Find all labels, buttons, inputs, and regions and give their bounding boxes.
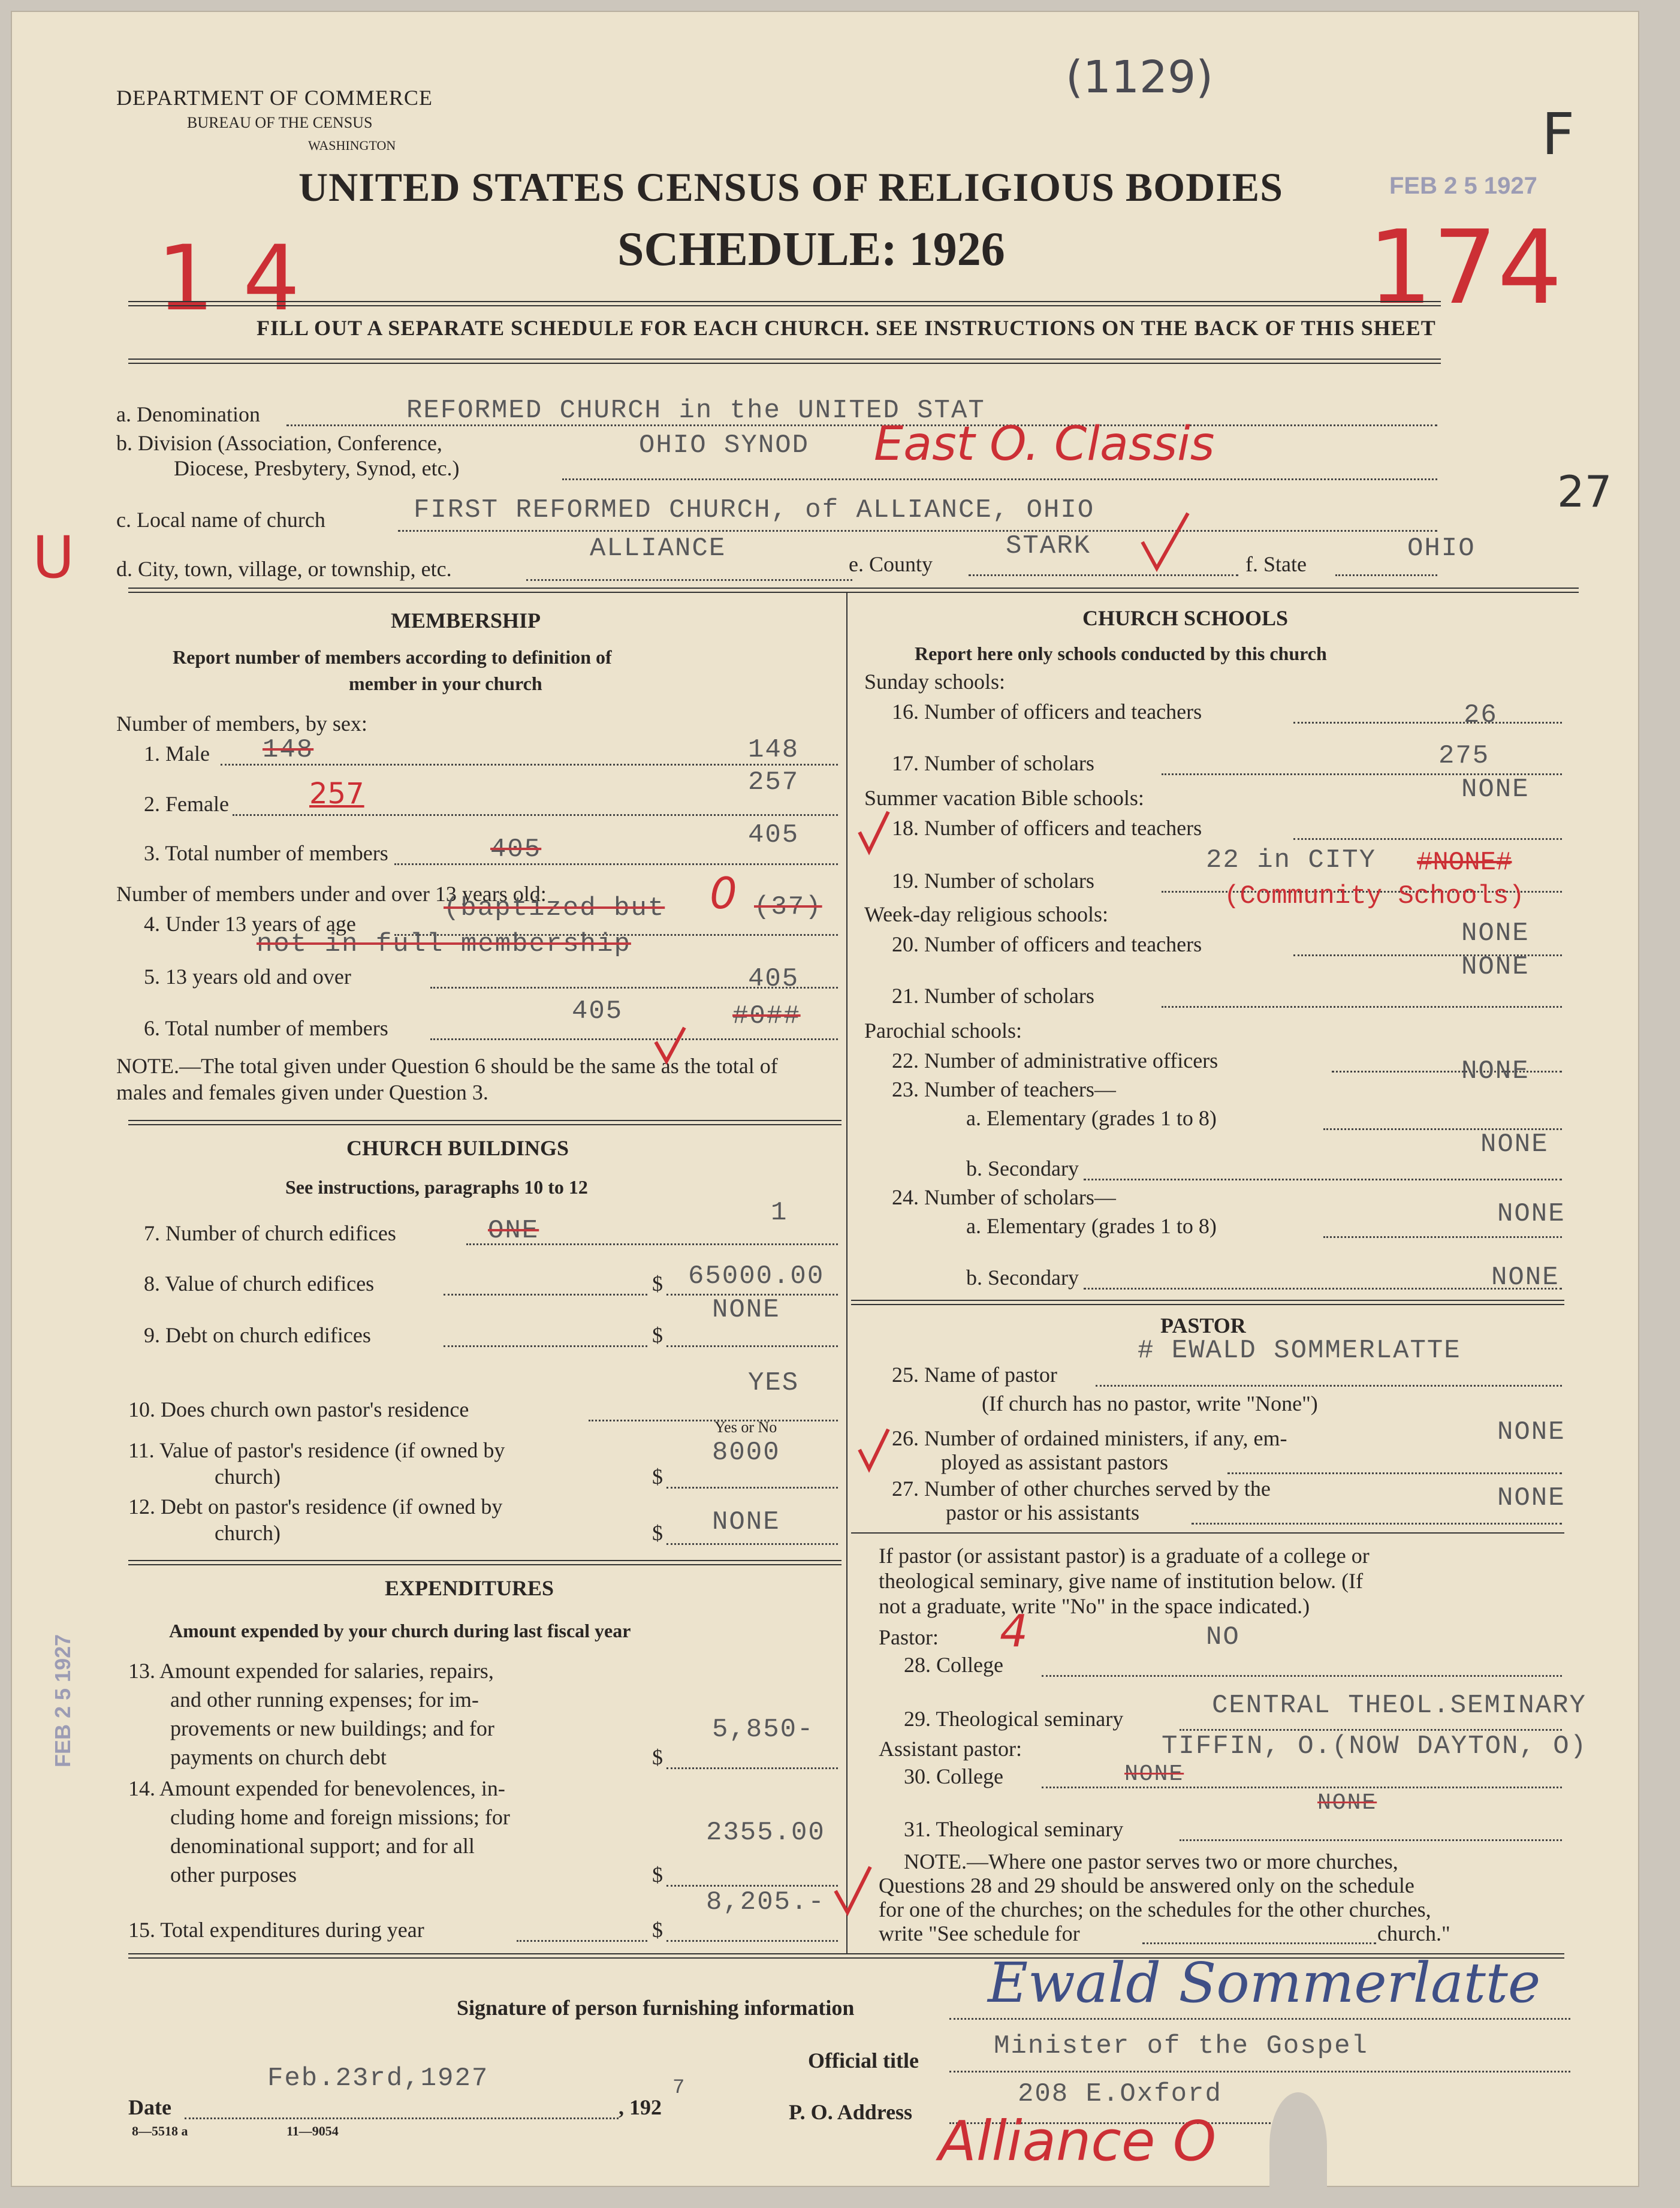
county-label: e. County [849,552,933,576]
q19-value[interactable]: 22 in CITY [1206,845,1377,875]
denomination-label: a. Denomination [116,402,260,426]
q2-value[interactable]: 257 [748,767,800,797]
q8-dollar: $ [652,1272,663,1296]
q3-struck-value: 405 [490,835,542,864]
q11-label-2: church) [215,1465,280,1489]
q24a-line [1323,1236,1562,1238]
q6-struck-value: #0## [732,1001,801,1031]
q26-label-1: 26. Number of ordained ministers, if any, em- [892,1426,1287,1450]
q8-value[interactable]: 65000.00 [688,1261,825,1291]
torn-paper-notch [1269,2092,1327,2200]
q21-label: 21. Number of scholars [892,984,1094,1008]
q4-red-zero: 0 [710,868,737,918]
q25-note: (If church has no pastor, write "None") [982,1391,1318,1415]
q25-value[interactable]: # EWALD SOMMERLATTE [1138,1336,1461,1366]
city-line [526,579,852,581]
q31-value[interactable]: NONE [1317,1790,1377,1816]
q14-value[interactable]: 2355.00 [706,1818,825,1848]
q31-label: 31. Theological seminary [904,1817,1124,1841]
q7-struck-value: ONE [488,1216,539,1246]
q30-label: 30. College [904,1764,1003,1788]
q6-line [430,1038,838,1040]
red-check-icon [1138,508,1192,574]
q23b-value[interactable]: NONE [1480,1129,1549,1159]
official-title-label: Official title [808,2049,919,2073]
q16-label: 16. Number of officers and teachers [892,700,1202,724]
q12-label-1: 12. Debt on pastor's residence (if owned by [128,1495,503,1519]
q5-value[interactable]: 405 [748,964,800,994]
city-label: d. City, town, village, or township, etc. [116,557,452,581]
state-label: f. State [1245,552,1307,576]
pastor-heading: PASTOR [1160,1314,1246,1338]
q29-value[interactable]: CENTRAL THEOL.SEMINARY [1212,1691,1587,1721]
q24b-label: b. Secondary [966,1266,1079,1290]
q13-value[interactable]: 5,850- [712,1715,815,1745]
q13-line-1: 13. Amount expended for salaries, repairs, [128,1659,494,1683]
red-check-icon [652,1024,688,1066]
q29-label: 29. Theological seminary [904,1707,1124,1731]
schools-end-rule [851,1300,1564,1305]
division-value[interactable]: OHIO SYNOD [639,430,810,460]
q4-typed-note: (baptized but [444,893,665,923]
buildings-sub: See instructions, paragraphs 10 to 12 [285,1176,588,1198]
q1-value[interactable]: 148 [748,735,800,765]
q27-label-2: pastor or his assistants [946,1501,1139,1525]
q13-line-3: provements or new buildings; and for [170,1716,494,1740]
q6-label: 6. Total number of members [144,1016,388,1040]
see-schedule-line [1142,1942,1376,1944]
date-label: Date [128,2095,171,2119]
graduate-note-1: If pastor (or assistant pastor) is a graduate of a college or [879,1544,1370,1568]
pastor-mid-rule [851,1532,1564,1534]
q9-dollar: $ [652,1323,663,1347]
q10-label: 10. Does church own pastor's residence [128,1397,469,1421]
schools-heading: CHURCH SCHOOLS [1082,606,1289,630]
q23b-line [1084,1179,1562,1180]
q19-label: 19. Number of scholars [892,869,1094,893]
q18-line [1293,838,1562,840]
top-handwritten-annotation: (1129) [1066,52,1214,103]
graduate-note-3: not a graduate, write "No" in the space indicated.) [879,1594,1310,1618]
po-address-value[interactable]: 208 E.Oxford [1018,2079,1222,2109]
q13-line [666,1767,838,1769]
q24b-line [1084,1288,1562,1290]
census-form-sheet [11,11,1639,2187]
q17-value[interactable]: 275 [1438,741,1490,771]
po-address-red-note: Alliance O [939,2109,1217,2173]
q30-line [1042,1787,1562,1788]
q24-label: 24. Number of scholars— [892,1185,1116,1209]
q21-line [1162,1006,1562,1008]
q11-value[interactable]: 8000 [712,1438,780,1468]
expenditures-heading: EXPENDITURES [385,1576,554,1600]
q11-line [666,1487,838,1489]
column-divider [846,592,847,1953]
q14-line-1: 14. Amount expended for benevolences, in- [128,1776,505,1800]
q14-line-2: cluding home and foreign missions; for [170,1805,510,1829]
q14-line-4: other purposes [170,1863,297,1887]
q13-dollar: $ [652,1745,663,1769]
received-stamp-top: FEB 2 5 1927 [1389,173,1537,199]
q15-label: 15. Total expenditures during year [128,1918,424,1942]
membership-note: NOTE.—The total given under Question 6 should be the same as the total of males and females given under Question 3. [116,1054,778,1104]
signature-line [949,2018,1570,2020]
q3-value[interactable]: 405 [748,820,800,850]
year-digit[interactable]: 7 [672,2077,686,2099]
state-line [1335,574,1437,576]
summer-schools-label: Summer vacation Bible schools: [864,786,1144,810]
q24a-value[interactable]: NONE [1497,1199,1566,1229]
q7-label: 7. Number of church edifices [144,1221,396,1245]
section-rule [128,588,1579,593]
graduate-note-2: theological seminary, give name of institution below. (If [879,1569,1364,1593]
q24a-label: a. Elementary (grades 1 to 8) [966,1214,1217,1238]
department-label: DEPARTMENT OF COMMERCE [116,86,433,110]
q2-red-value: 257 [309,777,364,811]
q10-line [589,1420,838,1421]
q15-value[interactable]: 8,205.- [706,1887,825,1917]
q13-line-4: payments on church debt [170,1745,387,1769]
red-check-icon [856,808,892,856]
q29-value-2[interactable]: TIFFIN, O.(NOW DAYTON, O) [1162,1731,1588,1761]
schools-sub: Report here only schools conducted by this church [915,643,1327,664]
header-rule-top [128,301,1441,306]
q26-label-2: ployed as assistant pastors [941,1450,1168,1474]
q12-value[interactable]: NONE [712,1507,780,1537]
pastor-note-1: NOTE.—Where one pastor serves two or more churches, [904,1849,1398,1873]
q30-value[interactable]: NONE [1124,1761,1184,1787]
q25-line [1096,1385,1562,1387]
q4-typed-note-2: not in full membership [257,929,631,959]
red-number-left: 1 4 [157,227,300,331]
county-value[interactable]: STARK [1006,531,1091,561]
q11-label-1: 11. Value of pastor's residence (if owned by [128,1438,505,1462]
q19-red-note: (Community Schools) [1224,881,1525,911]
yes-no-hint: Yes or No [714,1418,777,1436]
q21-value[interactable]: NONE [1461,952,1530,982]
q12-dollar: $ [652,1521,663,1545]
q24b-value[interactable]: NONE [1491,1263,1560,1293]
q3-line [394,863,838,865]
q4-struck-value: (37) [754,892,822,922]
q26-line [1227,1472,1562,1474]
buildings-end-rule [128,1560,841,1565]
pastor-note-5: church." [1377,1921,1450,1945]
q14-line [666,1885,838,1887]
red-number-right: 174 [1368,209,1563,327]
members-by-sex-label: Number of members, by sex: [116,712,367,736]
q22-value[interactable]: NONE [1461,1056,1530,1086]
q17-label: 17. Number of scholars [892,751,1094,775]
header-rule-bottom [128,359,1441,364]
division-label-1: b. Division (Association, Conference, [116,431,442,455]
q15-line-b [666,1940,838,1942]
q2-line [233,814,838,816]
q23a-label: a. Elementary (grades 1 to 8) [966,1106,1217,1130]
q9-line-a [444,1345,647,1347]
pastor-note-3: for one of the churches; on the schedules for the other churches, [879,1897,1431,1921]
summer-schools-value[interactable]: NONE [1461,775,1530,805]
q25-label: 25. Name of pastor [892,1363,1057,1387]
signature[interactable]: Ewald Sommerlatte [988,1951,1541,2015]
pastor-note-2: Questions 28 and 29 should be answered only on the schedule [879,1873,1414,1897]
corner-mark: F [1542,101,1575,168]
official-title-line [949,2071,1570,2073]
q31-line [1180,1839,1562,1841]
q18-label: 18. Number of officers and teachers [892,816,1202,840]
q13-line-2: and other running expenses; for im- [170,1688,479,1712]
po-address-label: P. O. Address [789,2100,913,2124]
buildings-heading: CHURCH BUILDINGS [346,1136,569,1160]
pastor-sub-label: Pastor: [879,1625,939,1649]
received-stamp-side: FEB 2 5 1927 [50,1634,75,1767]
q4-label: 4. Under 13 years of age [144,912,356,936]
membership-sub-2: member in your church [349,673,542,694]
q19-struck-value: #NONE# [1417,848,1512,878]
membership-sub-1: Report number of members according to definition of [173,646,612,668]
q8-line-a [444,1294,647,1296]
city-value[interactable]: ALLIANCE [590,534,726,564]
q9-label: 9. Debt on church edifices [144,1323,371,1347]
q9-line-b [666,1345,838,1347]
q23-label: 23. Number of teachers— [892,1077,1116,1101]
weekday-schools-label: Week-day religious schools: [864,902,1109,926]
local-name-value[interactable]: FIRST REFORMED CHURCH, of ALLIANCE, OHIO [414,495,1095,525]
division-line [562,478,1437,480]
q8-label: 8. Value of church edifices [144,1272,375,1296]
signature-label: Signature of person furnishing information [457,1996,855,2020]
year-prefix: , 192 [619,2095,662,2119]
red-four-mark: 4 [1000,1605,1028,1657]
state-value[interactable]: OHIO [1407,534,1476,564]
division-label-2: Diocese, Presbytery, Synod, etc.) [174,456,460,480]
schedule-year: SCHEDULE: 1926 [617,223,1005,276]
age-breakdown-label: Number of members under and over 13 years old: [116,882,547,906]
membership-end-rule [128,1120,841,1125]
q11-dollar: $ [652,1465,663,1489]
q20-label: 20. Number of officers and teachers [892,932,1202,956]
county-line [969,574,1238,576]
q6-value[interactable]: 405 [572,996,623,1026]
q29-line [1180,1729,1562,1731]
q15-dollar: $ [652,1918,663,1942]
city-label: WASHINGTON [308,138,396,153]
q22-label: 22. Number of administrative officers [892,1049,1218,1073]
q12-label-2: church) [215,1521,280,1545]
pastor-note-4: write "See schedule for [879,1921,1080,1945]
q26-value[interactable]: NONE [1497,1417,1566,1447]
parochial-schools-label: Parochial schools: [864,1019,1022,1043]
q9-value[interactable]: NONE [712,1295,780,1325]
form-number: 8—5518 a [132,2123,188,2138]
bureau-label: BUREAU OF THE CENSUS [187,114,373,131]
q27-value[interactable]: NONE [1497,1483,1566,1513]
q28-line [1042,1675,1562,1677]
official-title-value[interactable]: Minister of the Gospel [994,2031,1368,2061]
q15-line-a [517,1940,647,1942]
q16-line [1293,722,1562,724]
q27-label-1: 27. Number of other churches served by the [892,1477,1271,1501]
q20-value[interactable]: NONE [1461,918,1530,948]
q5-label: 5. 13 years old and over [144,965,351,989]
expenditures-sub: Amount expended by your church during last fiscal year [169,1620,631,1641]
margin-mark: 27 [1557,466,1612,517]
q7-value[interactable]: 1 [771,1198,788,1228]
instructions-line: FILL OUT A SEPARATE SCHEDULE FOR EACH CHURCH. SEE INSTRUCTIONS ON THE BACK OF THIS SHEET [257,316,1436,340]
classis-red-note: East O. Classis [874,417,1215,471]
membership-heading: MEMBERSHIP [391,609,541,632]
local-name-label: c. Local name of church [116,508,325,532]
assistant-pastor-label: Assistant pastor: [879,1737,1022,1761]
q23b-label: b. Secondary [966,1156,1079,1180]
red-u-mark: U [32,524,75,591]
q1-struck-value: 148 [263,735,314,765]
sunday-schools-label: Sunday schools: [864,670,1006,694]
q12-line [666,1543,838,1545]
q27-line [1192,1523,1562,1525]
date-value[interactable]: Feb.23rd,1927 [267,2064,489,2093]
q2-label: 2. Female [144,792,229,816]
q16-value[interactable]: 26 [1464,700,1498,730]
q3-label: 3. Total number of members [144,841,388,865]
denomination-value[interactable]: REFORMED CHURCH in the UNITED STAT [406,396,985,426]
red-check-icon [832,1863,874,1917]
q14-line-3: denominational support; and for all [170,1834,475,1858]
q28-value[interactable]: NO [1206,1622,1240,1652]
local-name-line [398,530,1437,532]
q10-value[interactable]: YES [748,1368,800,1398]
q28-label: 28. College [904,1653,1003,1677]
q14-dollar: $ [652,1863,663,1887]
q1-label: 1. Male [144,742,210,766]
form-number-2: 11—9054 [286,2123,339,2138]
form-title: UNITED STATES CENSUS OF RELIGIOUS BODIES [298,164,1283,210]
red-check-icon [856,1426,892,1474]
date-line [185,2117,619,2119]
